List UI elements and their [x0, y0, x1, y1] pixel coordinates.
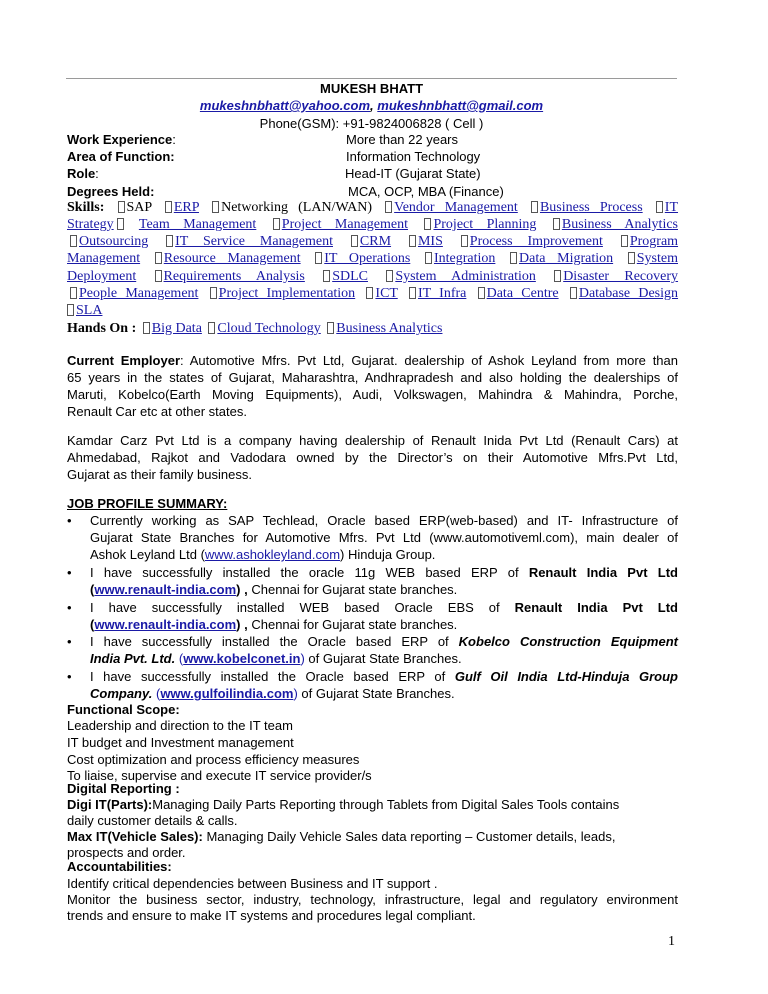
digital-title: Digital Reporting : — [67, 781, 180, 796]
skill-link[interactable]: Outsourcing — [79, 234, 149, 249]
accountability-line: Identify critical dependencies between Business and IT support . — [67, 876, 438, 891]
skill-link[interactable]: Business Analytics — [561, 217, 678, 232]
skill-link[interactable]: SDLC — [332, 269, 368, 284]
bullet-text: Ashok Leyland Ltd (www.ashokleyland.com) Hinduja Group. — [90, 547, 436, 562]
checkbox-icon — [210, 287, 217, 299]
skill-link[interactable]: Business Process — [539, 200, 643, 215]
skill-link[interactable]: ERP — [173, 200, 199, 215]
functional-item: Cost optimization and process efficiency measures — [67, 752, 360, 767]
skill-link[interactable]: MIS — [417, 234, 443, 249]
employer-line: 65 years in the states of Gujarat, Maharashtra, Andhrapradesh and also holding the dealerships of — [67, 370, 678, 385]
checkbox-icon — [656, 201, 663, 213]
phone-line: Phone(GSM): +91-9824006828 ( Cell ) — [259, 116, 484, 131]
skill-item: Networking (LAN/WAN) — [221, 200, 372, 215]
skill-link[interactable]: Project Management — [281, 217, 409, 232]
employer-line: Maruti, Kobelco(Earth Moving Equipments), Audi, Volkswagen, Mahindra & Mahindra, Porche, — [67, 387, 678, 402]
skill-link[interactable]: Resource Management — [163, 251, 301, 266]
candidate-name: MUKESH BHATT — [319, 81, 424, 96]
job-profile-title: JOB PROFILE SUMMARY: — [67, 496, 228, 511]
skill-link[interactable]: Data Migration — [519, 251, 614, 266]
skills-line-6 — [67, 285, 678, 303]
kamdar-line: Kamdar Carz Pvt Ltd is a company having dealership of Renault Inida Pvt Ltd (Renault Cars) at — [67, 433, 678, 448]
skills-label: Skills: — [67, 200, 105, 215]
skill-link[interactable]: Deployment — [67, 269, 137, 284]
checkbox-icon — [212, 201, 219, 213]
kamdar-line: Gujarat as their family business. — [67, 467, 252, 482]
skill-link[interactable]: System Administration — [395, 269, 536, 284]
bullet-text: (www.renault-india.com) , Chennai for Gujarat state branches. — [90, 617, 458, 632]
work-experience-label: Work Experience: — [67, 132, 176, 147]
skill-link[interactable]: CRM — [359, 234, 392, 249]
checkbox-icon — [67, 304, 74, 316]
checkbox-icon — [366, 287, 373, 299]
skill-link[interactable]: Requirements Analysis — [163, 269, 305, 284]
skill-link[interactable]: Project Implementation — [218, 286, 356, 301]
hands-on-link[interactable]: Cloud Technology — [217, 321, 321, 336]
skill-link[interactable]: Database Design — [578, 286, 679, 301]
digi-it-line: Digi IT(Parts):Managing Daily Parts Reporting through Tablets from Digital Sales Tools contains — [67, 797, 620, 812]
functional-item: IT budget and Investment management — [67, 735, 294, 750]
skill-link[interactable]: ICT — [375, 286, 398, 301]
area-of-function-label: Area of Function: — [67, 149, 175, 164]
skill-link[interactable]: IT Operations — [324, 251, 411, 266]
skill-link[interactable]: Strategy — [67, 217, 114, 232]
checkbox-icon — [315, 252, 322, 264]
checkbox-icon — [143, 322, 150, 334]
checkbox-icon — [273, 218, 280, 230]
checkbox-icon — [327, 322, 334, 334]
accountability-line: Monitor the business sector, industry, technology, infrastructure, legal and regulatory environment — [67, 892, 678, 907]
checkbox-icon — [70, 235, 77, 247]
hands-on-line — [67, 320, 678, 338]
skills-line-2 — [67, 216, 678, 234]
checkbox-icon — [70, 287, 77, 299]
skill-link[interactable]: IT Service Management — [175, 234, 333, 249]
skills-line-7 — [67, 302, 678, 320]
top-rule — [66, 78, 677, 79]
skill-link[interactable]: Integration — [433, 251, 496, 266]
skill-link[interactable]: IT — [664, 200, 679, 215]
bullet-text: India Pvt. Ltd. (www.kobelconet.in) of Gujarat State Branches. — [90, 651, 462, 666]
checkbox-icon — [425, 252, 432, 264]
checkbox-icon — [118, 201, 125, 213]
employer-line: Renault Car etc at other states. — [67, 404, 247, 419]
employer-line: Current Employer: Automotive Mfrs. Pvt Ltd, Gujarat. dealership of Ashok Leyland from more than — [67, 353, 678, 368]
skill-link[interactable]: People Management — [79, 286, 199, 301]
degrees-label: Degrees Held: — [67, 184, 155, 199]
skill-link[interactable]: Management — [67, 251, 141, 266]
email-gmail-link[interactable]: mukeshnbhatt@gmail.com — [377, 98, 544, 113]
checkbox-icon — [461, 235, 468, 247]
bullet-text: Company. (www.gulfoilindia.com) of Gujarat State Branches. — [90, 686, 455, 701]
skill-link[interactable]: Disaster Recovery — [563, 269, 679, 284]
checkbox-icon — [117, 218, 124, 230]
max-it-line-2: prospects and order. — [67, 845, 186, 860]
checkbox-icon — [409, 235, 416, 247]
skills-line-4 — [67, 250, 678, 268]
email-separator: , — [370, 98, 378, 113]
renault-link[interactable]: www.renault-india.com — [94, 582, 237, 597]
digi-it-line-2: daily customer details & calls. — [67, 813, 238, 828]
bullet-text: I have successfully installed the Oracle based ERP of Gulf Oil India Ltd-Hinduja Group — [90, 669, 678, 684]
checkbox-icon — [424, 218, 431, 230]
hands-on-label: Hands On : — [67, 321, 137, 336]
checkbox-icon — [351, 235, 358, 247]
checkbox-icon — [531, 201, 538, 213]
bullet-text: (www.renault-india.com) , Chennai for Gujarat state branches. — [90, 582, 458, 597]
functional-title: Functional Scope: — [67, 702, 180, 717]
gulfoil-link[interactable]: www.gulfoilindia.com — [160, 686, 294, 701]
skill-item: SAP — [126, 200, 152, 215]
skill-link[interactable]: System — [636, 251, 678, 266]
email-line — [66, 97, 677, 114]
bullet-text: I have successfully installed the oracle 11g WEB based ERP of Renault India Pvt Ltd — [90, 565, 678, 580]
skill-link[interactable]: IT Infra — [417, 286, 467, 301]
skills-line-1 — [67, 199, 678, 217]
checkbox-icon — [208, 322, 215, 334]
hands-on-link[interactable]: Business Analytics — [336, 321, 443, 336]
skill-link[interactable]: Data Centre — [486, 286, 559, 301]
ashokleyland-link[interactable]: www.ashokleyland.com — [204, 547, 341, 562]
max-it-line: Max IT(Vehicle Sales): Managing Daily Vehicle Sales data reporting – Customer details, leads, — [67, 829, 616, 844]
bullet-text: Currently working as SAP Techlead, Oracle based ERP(web-based) and IT- Infrastructure of — [90, 513, 678, 528]
checkbox-icon — [385, 201, 392, 213]
accountability-line: trends and ensure to make IT systems and procedures legal compliant. — [67, 908, 476, 923]
skill-link[interactable]: Project Planning — [433, 217, 537, 232]
bullet-text: I have successfully installed WEB based Oracle EBS of Renault India Pvt Ltd — [90, 600, 678, 615]
skills-line-3 — [67, 233, 678, 251]
checkbox-icon — [155, 252, 162, 264]
skill-link[interactable]: Process Improvement — [469, 234, 603, 249]
checkbox-icon — [323, 270, 330, 282]
skill-link[interactable]: Team Management — [138, 217, 257, 232]
bullet-icon: • — [67, 669, 72, 684]
degrees-value: MCA, OCP, MBA (Finance) — [348, 184, 504, 199]
checkbox-icon — [478, 287, 485, 299]
checkbox-icon — [621, 235, 628, 247]
functional-item: Leadership and direction to the IT team — [67, 718, 293, 733]
skill-link[interactable]: Vendor Management — [394, 200, 518, 215]
checkbox-icon — [553, 218, 560, 230]
skill-link[interactable]: Program — [629, 234, 679, 249]
checkbox-icon — [155, 270, 162, 282]
checkbox-icon — [409, 287, 416, 299]
bullet-icon: • — [67, 600, 72, 615]
email-yahoo-link[interactable]: mukeshnbhatt@yahoo.com — [199, 98, 371, 113]
checkbox-icon — [165, 201, 172, 213]
kamdar-line: Ahmedabad, Rajkot and Vadodara owned by the Director’s on their Automotive Mfrs.Pvt Ltd, — [67, 450, 678, 465]
checkbox-icon — [554, 270, 561, 282]
skill-link[interactable]: SLA — [76, 303, 103, 318]
checkbox-icon — [510, 252, 517, 264]
role-value: Head-IT (Gujarat State) — [345, 166, 481, 181]
work-experience-value: More than 22 years — [346, 132, 459, 147]
renault-link[interactable]: www.renault-india.com — [94, 617, 237, 632]
functional-item: To liaise, supervise and execute IT service provider/s — [67, 768, 372, 783]
bullet-icon: • — [67, 513, 72, 528]
checkbox-icon — [386, 270, 393, 282]
bullet-text: Gujarat State Branches for Automotive Mfrs. Pvt Ltd (www.automotiveml.com), main dealer of — [90, 530, 678, 545]
checkbox-icon — [166, 235, 173, 247]
bullet-icon: • — [67, 634, 72, 649]
kobelco-link[interactable]: www.kobelconet.in — [183, 651, 301, 666]
hands-on-link[interactable]: Big Data — [151, 321, 202, 336]
checkbox-icon — [628, 252, 635, 264]
page-number: 1 — [668, 934, 675, 949]
accountabilities-title: Accountabilities: — [67, 859, 172, 874]
area-of-function-value: Information Technology — [346, 149, 481, 164]
bullet-text: I have successfully installed the Oracle based ERP of Kobelco Construction Equipment — [90, 634, 678, 649]
bullet-icon: • — [67, 565, 72, 580]
checkbox-icon — [570, 287, 577, 299]
skills-line-5 — [67, 268, 678, 286]
role-label: Role: — [67, 166, 99, 181]
